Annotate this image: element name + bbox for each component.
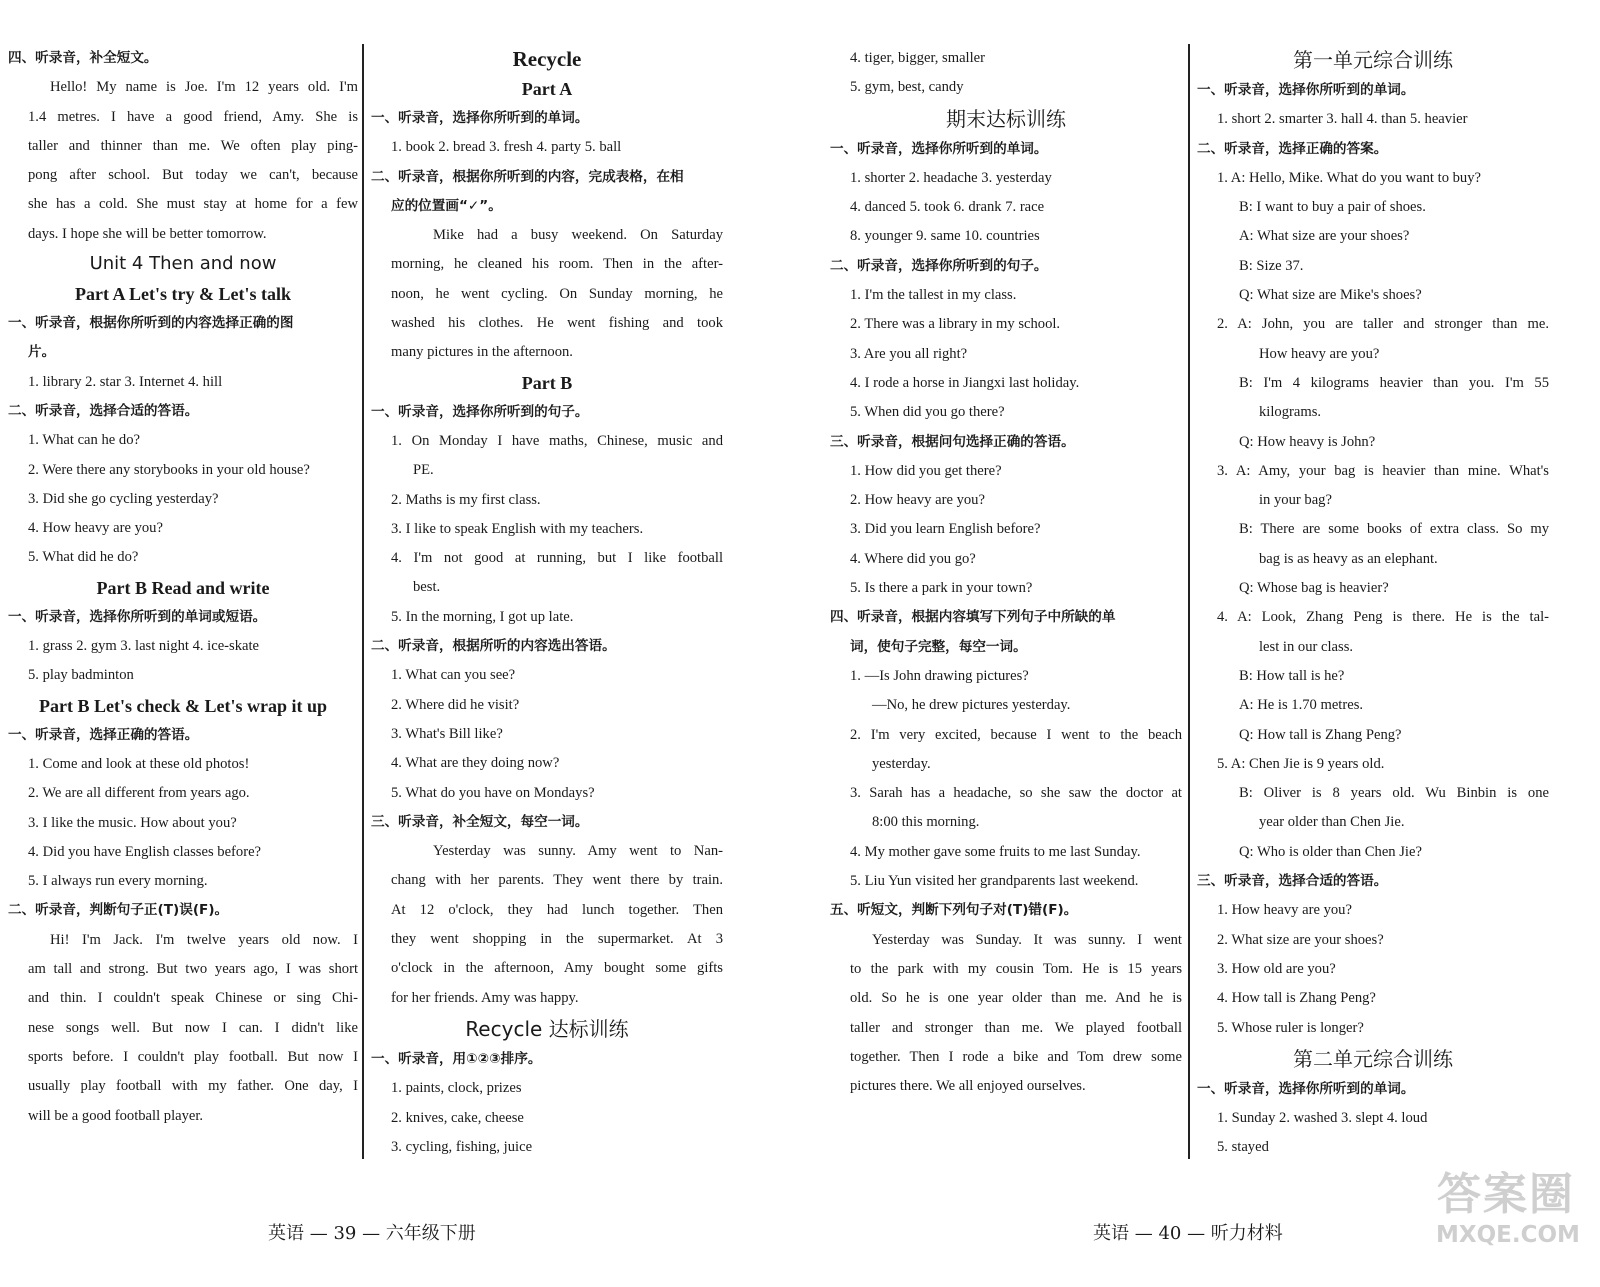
part-title: Part A bbox=[521, 79, 573, 99]
section-heading: 一、听录音，选择你所听到的句子。 bbox=[371, 403, 589, 420]
section-heading: 二、听录音，选择合适的答语。 bbox=[8, 402, 199, 419]
text-line: 3. A: Amy, your bag is heavier than mine. What's bbox=[1217, 462, 1549, 479]
column-divider bbox=[1188, 44, 1190, 1159]
text-line: taller and thinner than me. We often play ping- bbox=[28, 137, 358, 154]
exercise-title: 第一单元综合训练 bbox=[1293, 48, 1453, 72]
text-line: 1. A: Hello, Mike. What do you want to buy? bbox=[1217, 169, 1482, 186]
text-line: 5. I always run every morning. bbox=[28, 873, 208, 890]
text-line: 4. Did you have English classes before? bbox=[28, 843, 262, 860]
text-line: 2. What size are your shoes? bbox=[1217, 931, 1384, 948]
column-divider bbox=[362, 44, 364, 1159]
text-line: 4. I rode a horse in Jiangxi last holiday. bbox=[850, 374, 1080, 391]
text-line: 1. paints, clock, prizes bbox=[391, 1080, 522, 1097]
text-line: 2. How heavy are you? bbox=[850, 492, 985, 509]
text-line: Q: How heavy is John? bbox=[1239, 433, 1376, 450]
text-line: B: There are some books of extra class. So my bbox=[1239, 521, 1549, 538]
text-line: 1.4 metres. I have a good friend, Amy. She is bbox=[28, 108, 358, 125]
text-line: they went shopping in the supermarket. At 3 bbox=[391, 931, 723, 948]
text-line: lest in our class. bbox=[1259, 638, 1354, 655]
text-line: 1. How heavy are you? bbox=[1217, 902, 1352, 919]
text-line: 3. I like the music. How about you? bbox=[28, 814, 237, 831]
text-line: morning, he cleaned his room. Then in the after- bbox=[391, 256, 723, 273]
page-40-left-column bbox=[830, 44, 1182, 1101]
text-line: B: I want to buy a pair of shoes. bbox=[1239, 199, 1426, 216]
text-line: 3. I like to speak English with my teachers. bbox=[391, 520, 644, 537]
text-line: 4. My mother gave some fruits to me last Sunday. bbox=[850, 843, 1141, 860]
text-line: bag is as heavy as an elephant. bbox=[1259, 550, 1438, 567]
text-line: Hi! I'm Jack. I'm twelve years old now. I bbox=[50, 931, 358, 948]
text-line: 5. gym, best, candy bbox=[850, 79, 964, 96]
text-line: 2. knives, cake, cheese bbox=[391, 1109, 524, 1126]
text-line: 3. Did she go cycling yesterday? bbox=[28, 490, 219, 507]
text-line: 1. Come and look at these old photos! bbox=[28, 755, 250, 772]
section-heading: 三、听录音，补全短文，每空一词。 bbox=[371, 813, 589, 830]
text-line: Q: Who is older than Chen Jie? bbox=[1239, 843, 1422, 860]
text-line: usually play football with my father. One day, I bbox=[28, 1078, 358, 1095]
watermark-logo bbox=[1436, 1167, 1580, 1257]
text-line: 5. What did he do? bbox=[28, 549, 139, 566]
text-line: to the park with my cousin Tom. He is 15 years bbox=[850, 960, 1182, 977]
text-line: 1. short 2. smarter 3. hall 4. than 5. heavier bbox=[1217, 111, 1468, 128]
section-heading-continued: 词，使句子完整，每空一词。 bbox=[850, 638, 1027, 655]
text-line: 1. Sunday 2. washed 3. slept 4. loud bbox=[1217, 1110, 1428, 1127]
text-line: Q: Whose bag is heavier? bbox=[1239, 580, 1389, 597]
text-line: 3. Did you learn English before? bbox=[850, 521, 1041, 538]
text-line: Q: How tall is Zhang Peng? bbox=[1239, 726, 1402, 743]
text-line: 5. A: Chen Jie is 9 years old. bbox=[1217, 755, 1385, 772]
text-line: will be a good football player. bbox=[28, 1107, 204, 1124]
watermark-url: MXQE.COM bbox=[1436, 1222, 1580, 1248]
text-line: 3. Are you all right? bbox=[850, 345, 968, 362]
text-line: A: He is 1.70 metres. bbox=[1239, 697, 1364, 714]
text-line: in your bag? bbox=[1259, 492, 1332, 509]
text-line: 3. What's Bill like? bbox=[391, 725, 503, 742]
text-line: nese songs well. But now I can. I didn't like bbox=[28, 1019, 358, 1036]
section-heading: 一、听录音，选择你所听到的单词。 bbox=[371, 110, 589, 126]
section-heading: 一、听录音，选择你所听到的单词。 bbox=[1197, 82, 1415, 98]
text-line: pictures there. We all enjoyed ourselves. bbox=[850, 1078, 1086, 1095]
text-line: 5. What do you have on Mondays? bbox=[391, 784, 595, 801]
page-39-left-column bbox=[8, 44, 358, 1131]
text-line: B: How tall is he? bbox=[1239, 667, 1345, 684]
text-line: 4. How tall is Zhang Peng? bbox=[1217, 990, 1376, 1007]
section-heading: 四、听录音，补全短文。 bbox=[8, 50, 158, 66]
section-heading: 二、听录音，根据所听的内容选出答语。 bbox=[371, 638, 616, 655]
text-line: 3. How old are you? bbox=[1217, 960, 1336, 977]
page-40-footer: 英语 — 40 — 听力材料 bbox=[1093, 1223, 1283, 1244]
text-line: 4. danced 5. took 6. drank 7. race bbox=[850, 199, 1045, 216]
text-line: B: I'm 4 kilograms heavier than you. I'm 55 bbox=[1239, 374, 1549, 391]
text-line: 4. How heavy are you? bbox=[28, 520, 163, 537]
text-line: 8. younger 9. same 10. countries bbox=[850, 228, 1040, 245]
text-line: 4. What are they doing now? bbox=[391, 755, 560, 772]
text-line: At 12 o'clock, they had lunch together. Then bbox=[391, 901, 723, 918]
text-line: and thin. I couldn't speak Chinese or sing Chi- bbox=[28, 990, 358, 1007]
section-heading-continued: 片。 bbox=[28, 344, 56, 361]
text-line: 4. A: Look, Zhang Peng is there. He is the tal- bbox=[1217, 609, 1549, 626]
text-line: 5. stayed bbox=[1217, 1139, 1269, 1156]
section-heading: 一、听录音，选择你所听到的单词。 bbox=[830, 140, 1048, 157]
text-line: 2. Maths is my first class. bbox=[391, 491, 541, 508]
section-heading: 三、听录音，根据问句选择正确的答语。 bbox=[830, 433, 1075, 450]
text-line: 4. I'm not good at running, but I like football bbox=[391, 550, 723, 567]
section-heading: 三、听录音，选择合适的答语。 bbox=[1197, 873, 1388, 890]
text-line: best. bbox=[413, 579, 441, 596]
text-line: 2. Where did he visit? bbox=[391, 696, 520, 713]
text-line: am tall and strong. But two years ago, I was short bbox=[28, 961, 358, 978]
text-line: 8:00 this morning. bbox=[872, 814, 980, 831]
text-line: pong after school. But today we can't, because bbox=[28, 167, 358, 184]
text-line: 1. book 2. bread 3. fresh 4. party 5. ball bbox=[391, 139, 622, 156]
text-line: 2. There was a library in my school. bbox=[850, 316, 1061, 333]
text-line: 1. library 2. star 3. Internet 4. hill bbox=[28, 373, 223, 390]
part-title: Part A Let's try & Let's talk bbox=[75, 284, 291, 305]
text-line: yesterday. bbox=[872, 755, 931, 772]
part-title: Recycle bbox=[512, 47, 582, 71]
text-line: 5. play badminton bbox=[28, 667, 134, 684]
text-line: 5. Liu Yun visited her grandparents last weekend. bbox=[850, 873, 1139, 890]
text-line: 1. I'm the tallest in my class. bbox=[850, 287, 1017, 304]
text-line: 3. Sarah has a headache, so she saw the doctor at bbox=[850, 785, 1182, 802]
text-line: 4. tiger, bigger, smaller bbox=[850, 50, 985, 66]
part-title: Part B Read and write bbox=[96, 577, 270, 598]
section-heading: 一、听录音，根据你所听到的内容选择正确的图 bbox=[8, 315, 294, 332]
text-line: Yesterday was Sunday. It was sunny. I went bbox=[872, 931, 1182, 948]
page-40-right-column bbox=[1197, 44, 1549, 1163]
text-line: together. Then I rode a bike and Tom drew some bbox=[850, 1048, 1182, 1065]
section-heading: 一、听录音，选择你所听到的单词。 bbox=[1197, 1080, 1415, 1097]
text-line: B: Oliver is 8 years old. Wu Binbin is one bbox=[1239, 785, 1549, 802]
text-line: 1. How did you get there? bbox=[850, 462, 1002, 479]
exercise-title: 第二单元综合训练 bbox=[1293, 1046, 1453, 1071]
unit-title: Unit 4 Then and now bbox=[89, 253, 277, 275]
text-line: 1. —Is John drawing pictures? bbox=[850, 667, 1029, 684]
text-line: B: Size 37. bbox=[1239, 257, 1304, 274]
text-line: 4. Where did you go? bbox=[850, 550, 976, 567]
text-line: Hello! My name is Joe. I'm 12 years old. I'm bbox=[50, 79, 358, 96]
text-line: kilograms. bbox=[1259, 404, 1322, 421]
part-title: Part B Let's check & Let's wrap it up bbox=[39, 695, 327, 716]
text-line: taller and stronger than me. We played football bbox=[850, 1019, 1182, 1036]
text-line: 2. Were there any storybooks in your old house? bbox=[28, 461, 310, 478]
text-line: noon, he went cycling. On Sunday morning, he bbox=[391, 285, 723, 302]
text-line: Yesterday was sunny. Amy went to Nan- bbox=[433, 843, 723, 860]
section-heading: 五、听短文，判断下列句子对(T)错(F)。 bbox=[830, 902, 1078, 919]
text-line: Q: What size are Mike's shoes? bbox=[1239, 287, 1422, 304]
section-heading: 二、听录音，判断句子正(T)误(F)。 bbox=[8, 902, 229, 919]
text-line: —No, he drew pictures yesterday. bbox=[872, 697, 1071, 714]
text-line: for her friends. Amy was happy. bbox=[391, 989, 579, 1006]
text-line: many pictures in the afternoon. bbox=[391, 344, 573, 361]
page-39-right-column bbox=[371, 44, 723, 1162]
text-line: 1. shorter 2. headache 3. yesterday bbox=[850, 169, 1052, 186]
section-heading: 一、听录音，用①②③排序。 bbox=[371, 1050, 542, 1067]
text-line: 3. cycling, fishing, juice bbox=[391, 1138, 533, 1155]
section-heading: 二、听录音，选择正确的答案。 bbox=[1197, 140, 1388, 157]
section-heading: 二、听录音，根据你所听到的内容，完成表格，在相 bbox=[371, 168, 684, 185]
text-line: old. So he is one year older than me. And he is bbox=[850, 990, 1182, 1007]
text-line: How heavy are you? bbox=[1259, 345, 1380, 362]
text-line: 5. When did you go there? bbox=[850, 404, 1005, 421]
text-line: 5. Whose ruler is longer? bbox=[1217, 1019, 1364, 1036]
text-line: 1. What can he do? bbox=[28, 432, 140, 449]
text-line: she has a cold. She must stay at home for a few bbox=[28, 196, 358, 213]
text-line: Mike had a busy weekend. On Saturday bbox=[433, 227, 723, 244]
text-line: chang with her parents. They went there by train. bbox=[391, 872, 723, 889]
section-heading: 一、听录音，选择正确的答语。 bbox=[8, 726, 199, 743]
text-line: 2. I'm very excited, because I went to the beach bbox=[850, 726, 1182, 743]
text-line: 5. Is there a park in your town? bbox=[850, 580, 1033, 597]
part-title: Part B bbox=[521, 372, 573, 393]
exercise-title: 期末达标训练 bbox=[946, 106, 1066, 131]
exercise-title: Recycle 达标训练 bbox=[465, 1016, 629, 1041]
text-line: A: What size are your shoes? bbox=[1239, 228, 1410, 245]
text-line: washed his clothes. He went fishing and took bbox=[391, 315, 723, 332]
watermark-title: 答案圈 bbox=[1437, 1169, 1575, 1220]
text-line: PE. bbox=[413, 462, 434, 479]
text-line: 2. We are all different from years ago. bbox=[28, 785, 250, 802]
section-heading: 四、听录音，根据内容填写下列句子中所缺的单 bbox=[830, 609, 1116, 626]
text-line: 1. On Monday I have maths, Chinese, music and bbox=[391, 432, 723, 449]
section-heading: 二、听录音，选择你所听到的句子。 bbox=[830, 257, 1048, 274]
text-line: 1. grass 2. gym 3. last night 4. ice-skate bbox=[28, 638, 260, 655]
text-line: 2. A: John, you are taller and stronger than me. bbox=[1217, 316, 1549, 333]
text-line: o'clock in the afternoon, Amy bought some gifts bbox=[391, 960, 723, 977]
text-line: year older than Chen Jie. bbox=[1259, 814, 1405, 831]
text-line: days. I hope she will be better tomorrow. bbox=[28, 225, 267, 242]
text-line: 1. What can you see? bbox=[391, 667, 516, 684]
section-heading-continued: 应的位置画“✓”。 bbox=[391, 197, 502, 214]
text-line: 5. In the morning, I got up late. bbox=[391, 608, 574, 625]
text-line: sports before. I couldn't play football. But now I bbox=[28, 1048, 358, 1065]
page-39-footer: 英语 — 39 — 六年级下册 bbox=[268, 1223, 476, 1244]
section-heading: 一、听录音，选择你所听到的单词或短语。 bbox=[8, 608, 267, 625]
